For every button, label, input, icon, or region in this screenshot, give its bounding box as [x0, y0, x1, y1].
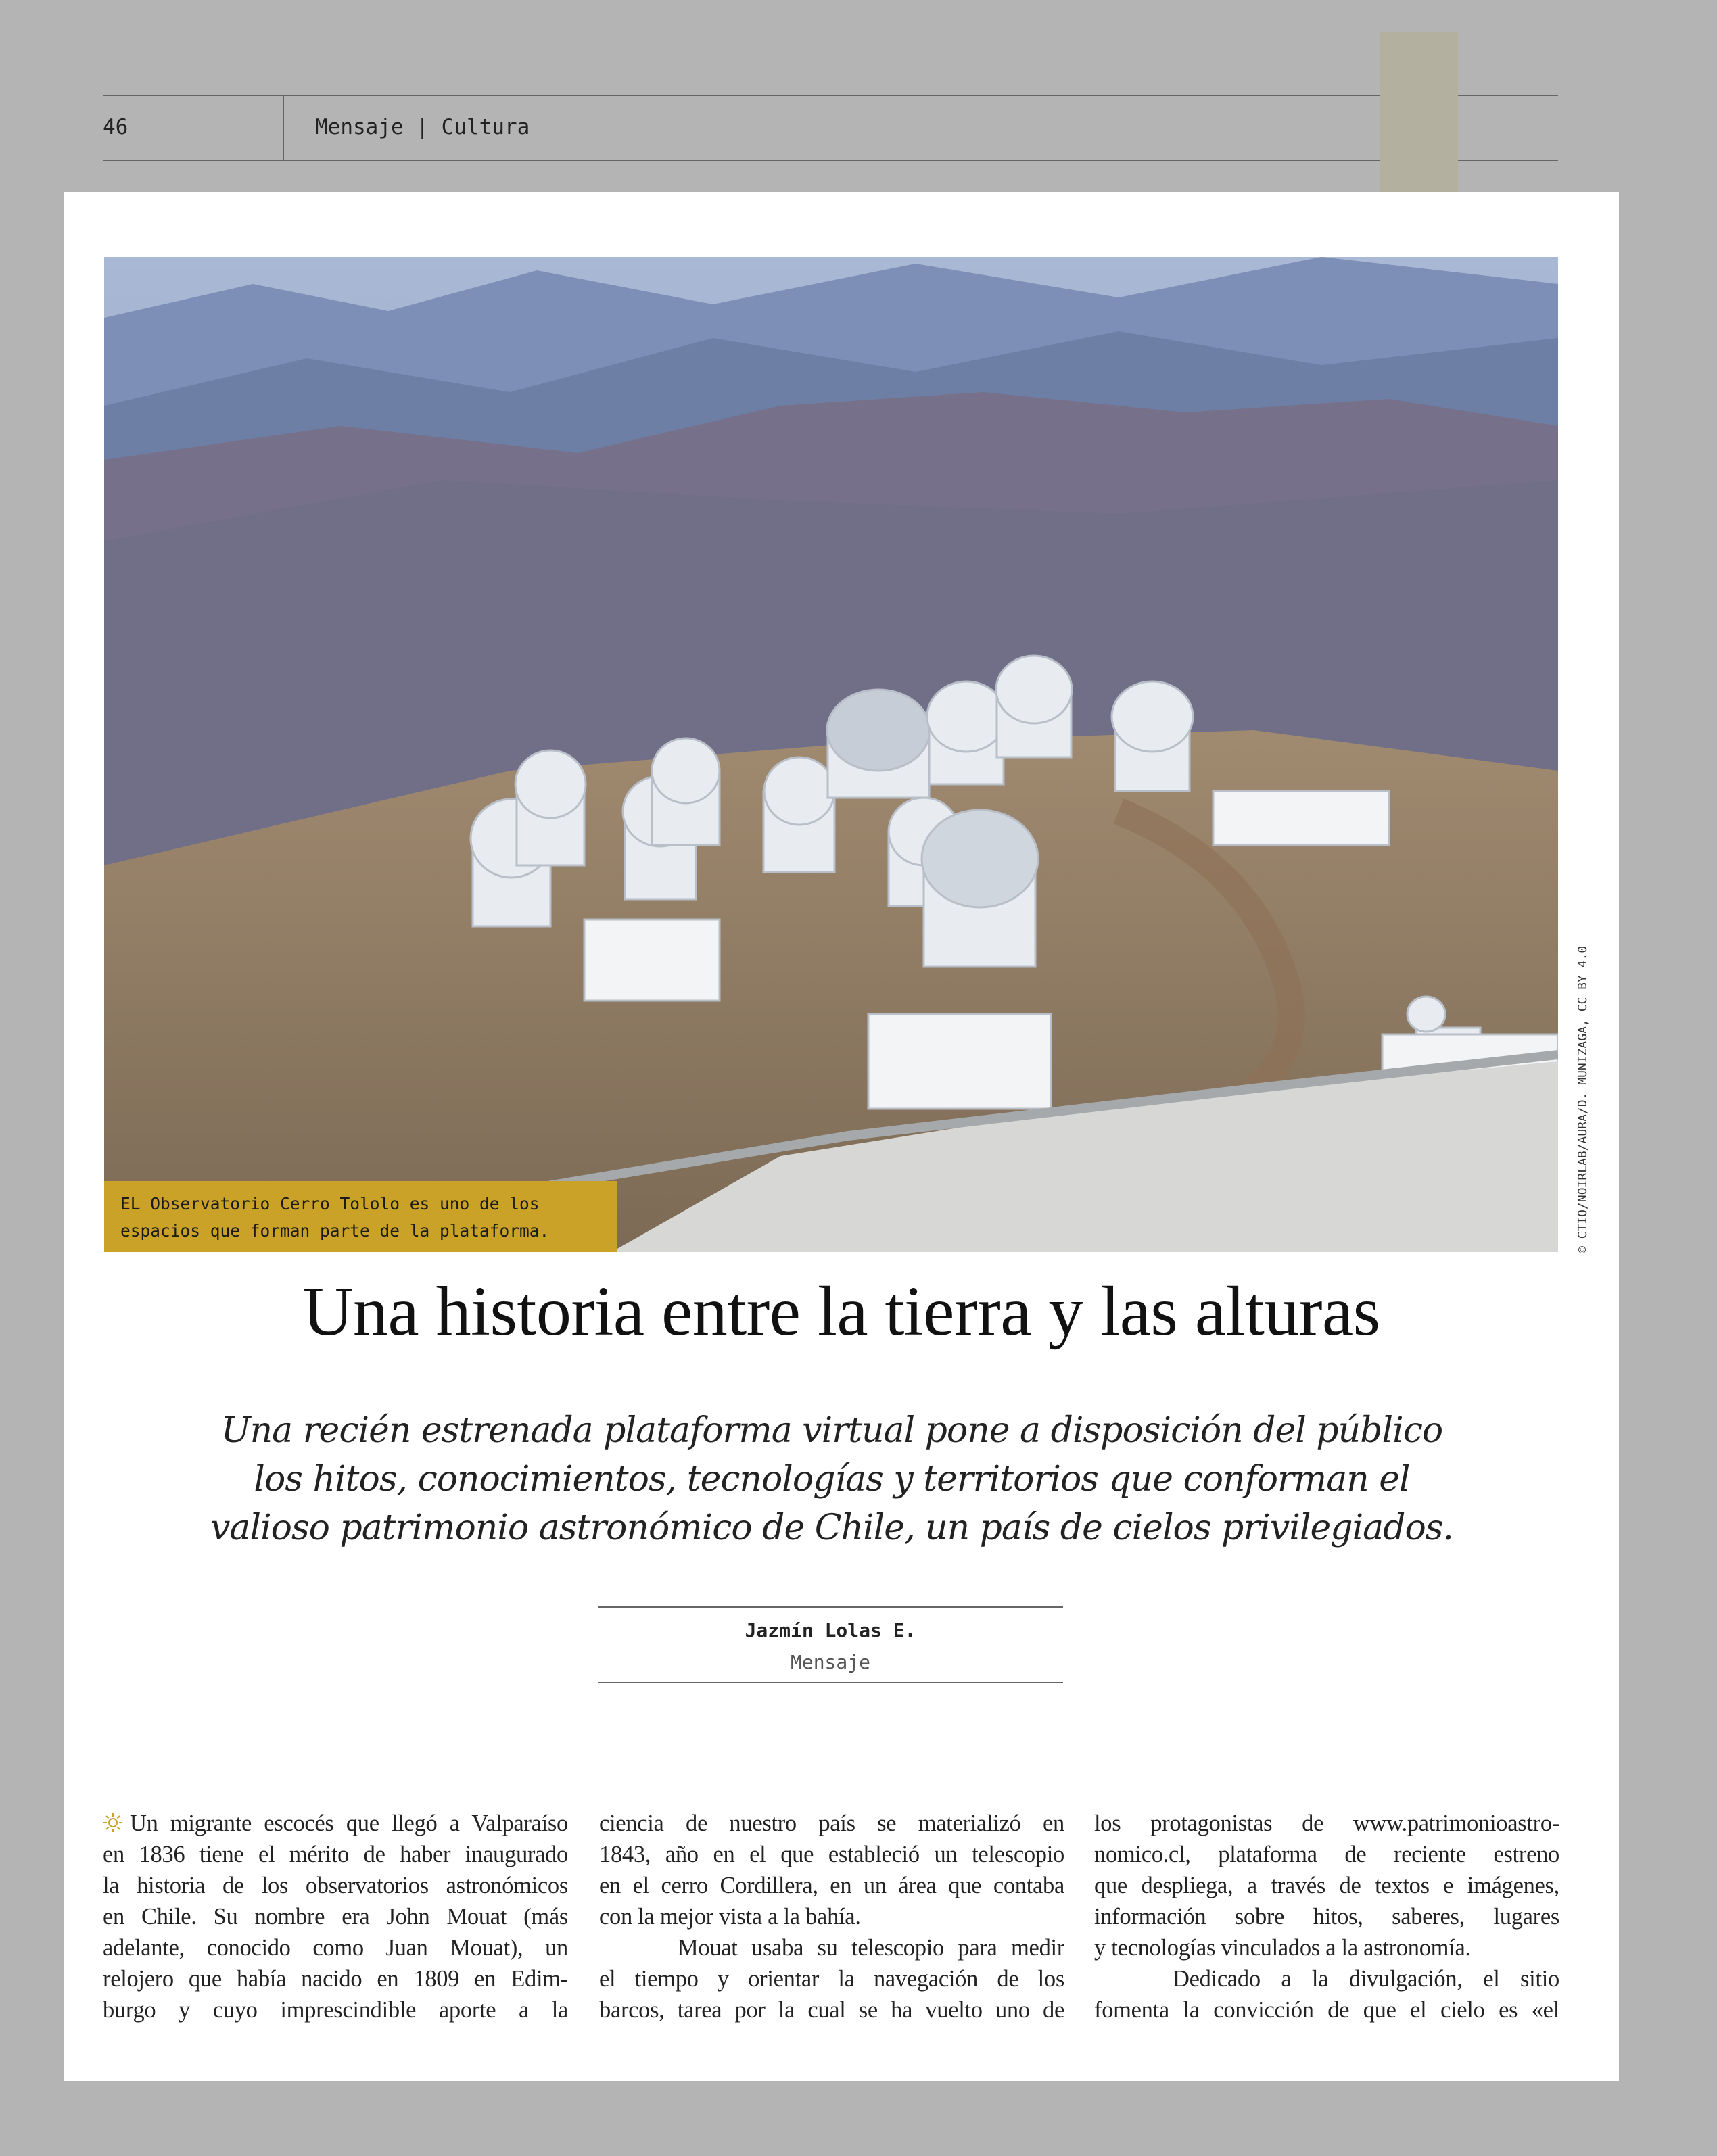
body-line: la historia de los observatorios astronómicos	[103, 1873, 568, 1898]
body-line: con la mejor vista a la bahía.	[599, 1904, 861, 1930]
body-line: en 1836 tiene el mérito de haber inaugurado	[103, 1842, 568, 1867]
body-line: 1843, año en el que estableció un telescopio	[599, 1842, 1064, 1867]
lead-line: Una recién estrenada plataforma virtual pone a disposición del público	[220, 1410, 1443, 1451]
page-number: 46	[103, 115, 128, 139]
body-column-2	[599, 1808, 1064, 2026]
caption-line: espacios que forman parte de la plataforma.	[120, 1221, 550, 1241]
section-label: Mensaje | Cultura	[315, 115, 530, 139]
body-line: en Chile. Su nombre era John Mouat (más	[103, 1904, 568, 1930]
body-line: los protagonistas de www.patrimonioastro-	[1094, 1811, 1559, 1836]
body-line: el tiempo y orientar la navegación de los	[599, 1966, 1064, 1992]
header-rule-top	[103, 95, 1558, 96]
author-outlet: Mensaje	[790, 1651, 870, 1673]
header-divider	[283, 96, 284, 160]
body-column-3	[1094, 1808, 1559, 2026]
caption-line: EL Observatorio Cerro Tololo es uno de los	[120, 1194, 540, 1214]
author-name: Jazmín Lolas E.	[745, 1619, 916, 1642]
sun-icon	[103, 1810, 123, 1830]
page-tab-marker	[1380, 32, 1458, 192]
body-line: que despliega, a través de textos e imágenes,	[1094, 1873, 1559, 1898]
lead-line: los hitos, conocimientos, tecnologías y territorios que conforman el	[254, 1459, 1410, 1500]
body-line: burgo y cuyo imprescindible aporte a la	[103, 1997, 568, 2023]
body-line: relojero que había nacido en 1809 en Edim-	[103, 1966, 568, 1992]
observatory-photo	[104, 257, 1558, 1252]
article-title: Una historia entre la tierra y las alturas	[302, 1272, 1380, 1350]
byline-rule-top	[598, 1606, 1063, 1608]
byline-rule-bottom	[598, 1682, 1063, 1683]
body-line: nomico.cl, plataforma de reciente estreno	[1094, 1842, 1559, 1867]
photo-credit: © CTIO/NOIRLAB/AURA/D. MUNIZAGA, CC BY 4.0	[1576, 945, 1590, 1253]
body-line: fomenta la convicción de que el cielo es «el	[1094, 1997, 1559, 2023]
photo-caption	[104, 1181, 617, 1252]
body-column-1	[103, 1808, 568, 2026]
body-line: Un migrante escocés que llegó a Valparaíso	[103, 1808, 568, 1839]
body-line: adelante, conocido como Juan Mouat), un	[103, 1935, 568, 1961]
body-line: ciencia de nuestro país se materializó en	[599, 1811, 1064, 1836]
header-rule-bottom	[103, 160, 1558, 161]
body-line: Dedicado a la divulgación, el sitio	[1173, 1966, 1559, 1992]
body-line: Mouat usaba su telescopio para medir	[678, 1935, 1064, 1961]
lead-line: valioso patrimonio astronómico de Chile, un país de cielos privilegiados.	[210, 1508, 1453, 1548]
body-line: y tecnologías vinculados a la astronomía.	[1094, 1935, 1471, 1961]
body-line: barcos, tarea por la cual se ha vuelto uno de	[599, 1997, 1064, 2023]
article-lead	[156, 1406, 1508, 1552]
body-line: en el cerro Cordillera, en un área que contaba	[599, 1873, 1064, 1898]
body-line: información sobre hitos, saberes, lugares	[1094, 1904, 1559, 1930]
